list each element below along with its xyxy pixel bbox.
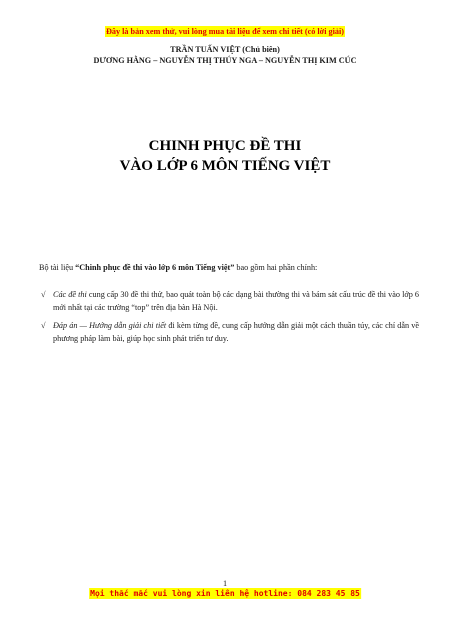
preview-notice-banner: Đây là bản xem thử, vui lòng mua tài liệu để xem chi tiết (có lời giải) [105,27,345,36]
part-heading: Các đề thi [53,290,87,299]
part-item-answers [41,320,420,345]
title-line-1: CHINH PHỤC ĐỀ THI [148,138,302,154]
part-text: đi kèm từng đề, cung cấp hướng dẫn giải một cách thuần túy, các chỉ dẫn về phương pháp làm bài, giúp học sinh phát triển tư duy. [53,321,420,343]
part-heading: Đáp án — Hướng dẫn giải chi tiết [53,321,167,330]
part-text: cung cấp 30 đề thi thử, bao quát toàn bộ các dạng bài thường thi và bám sát cấu trúc đề thi vào lớp 6 mới nhất tại các trường “top” trên địa bàn Hà Nội. [53,290,419,312]
page-number: 1 [222,579,228,588]
book-name: “Chinh phục đề thi vào lớp 6 môn Tiếng việt” [75,263,235,272]
intro-prefix: Bộ tài liệu [39,263,76,272]
hotline-banner: Mọi thắc mắc vui lòng xin liên hệ hotline: 084 283 45 85 [90,589,360,598]
title-line-2: VÀO LỚP 6 MÔN TIẾNG VIỆT [119,158,331,174]
check-icon: √ [41,290,46,299]
check-icon: √ [41,321,46,330]
lead-author: TRẦN TUẤN VIỆT (Chủ biên) [170,45,280,54]
part-item-tests [41,289,419,314]
intro-paragraph [39,262,419,273]
intro-suffix: bao gồm hai phần chính: [234,263,318,272]
co-authors: DƯƠNG HẰNG – NGUYỄN THỊ THÚY NGA – NGUYỄN THỊ KIM CÚC [93,56,357,65]
